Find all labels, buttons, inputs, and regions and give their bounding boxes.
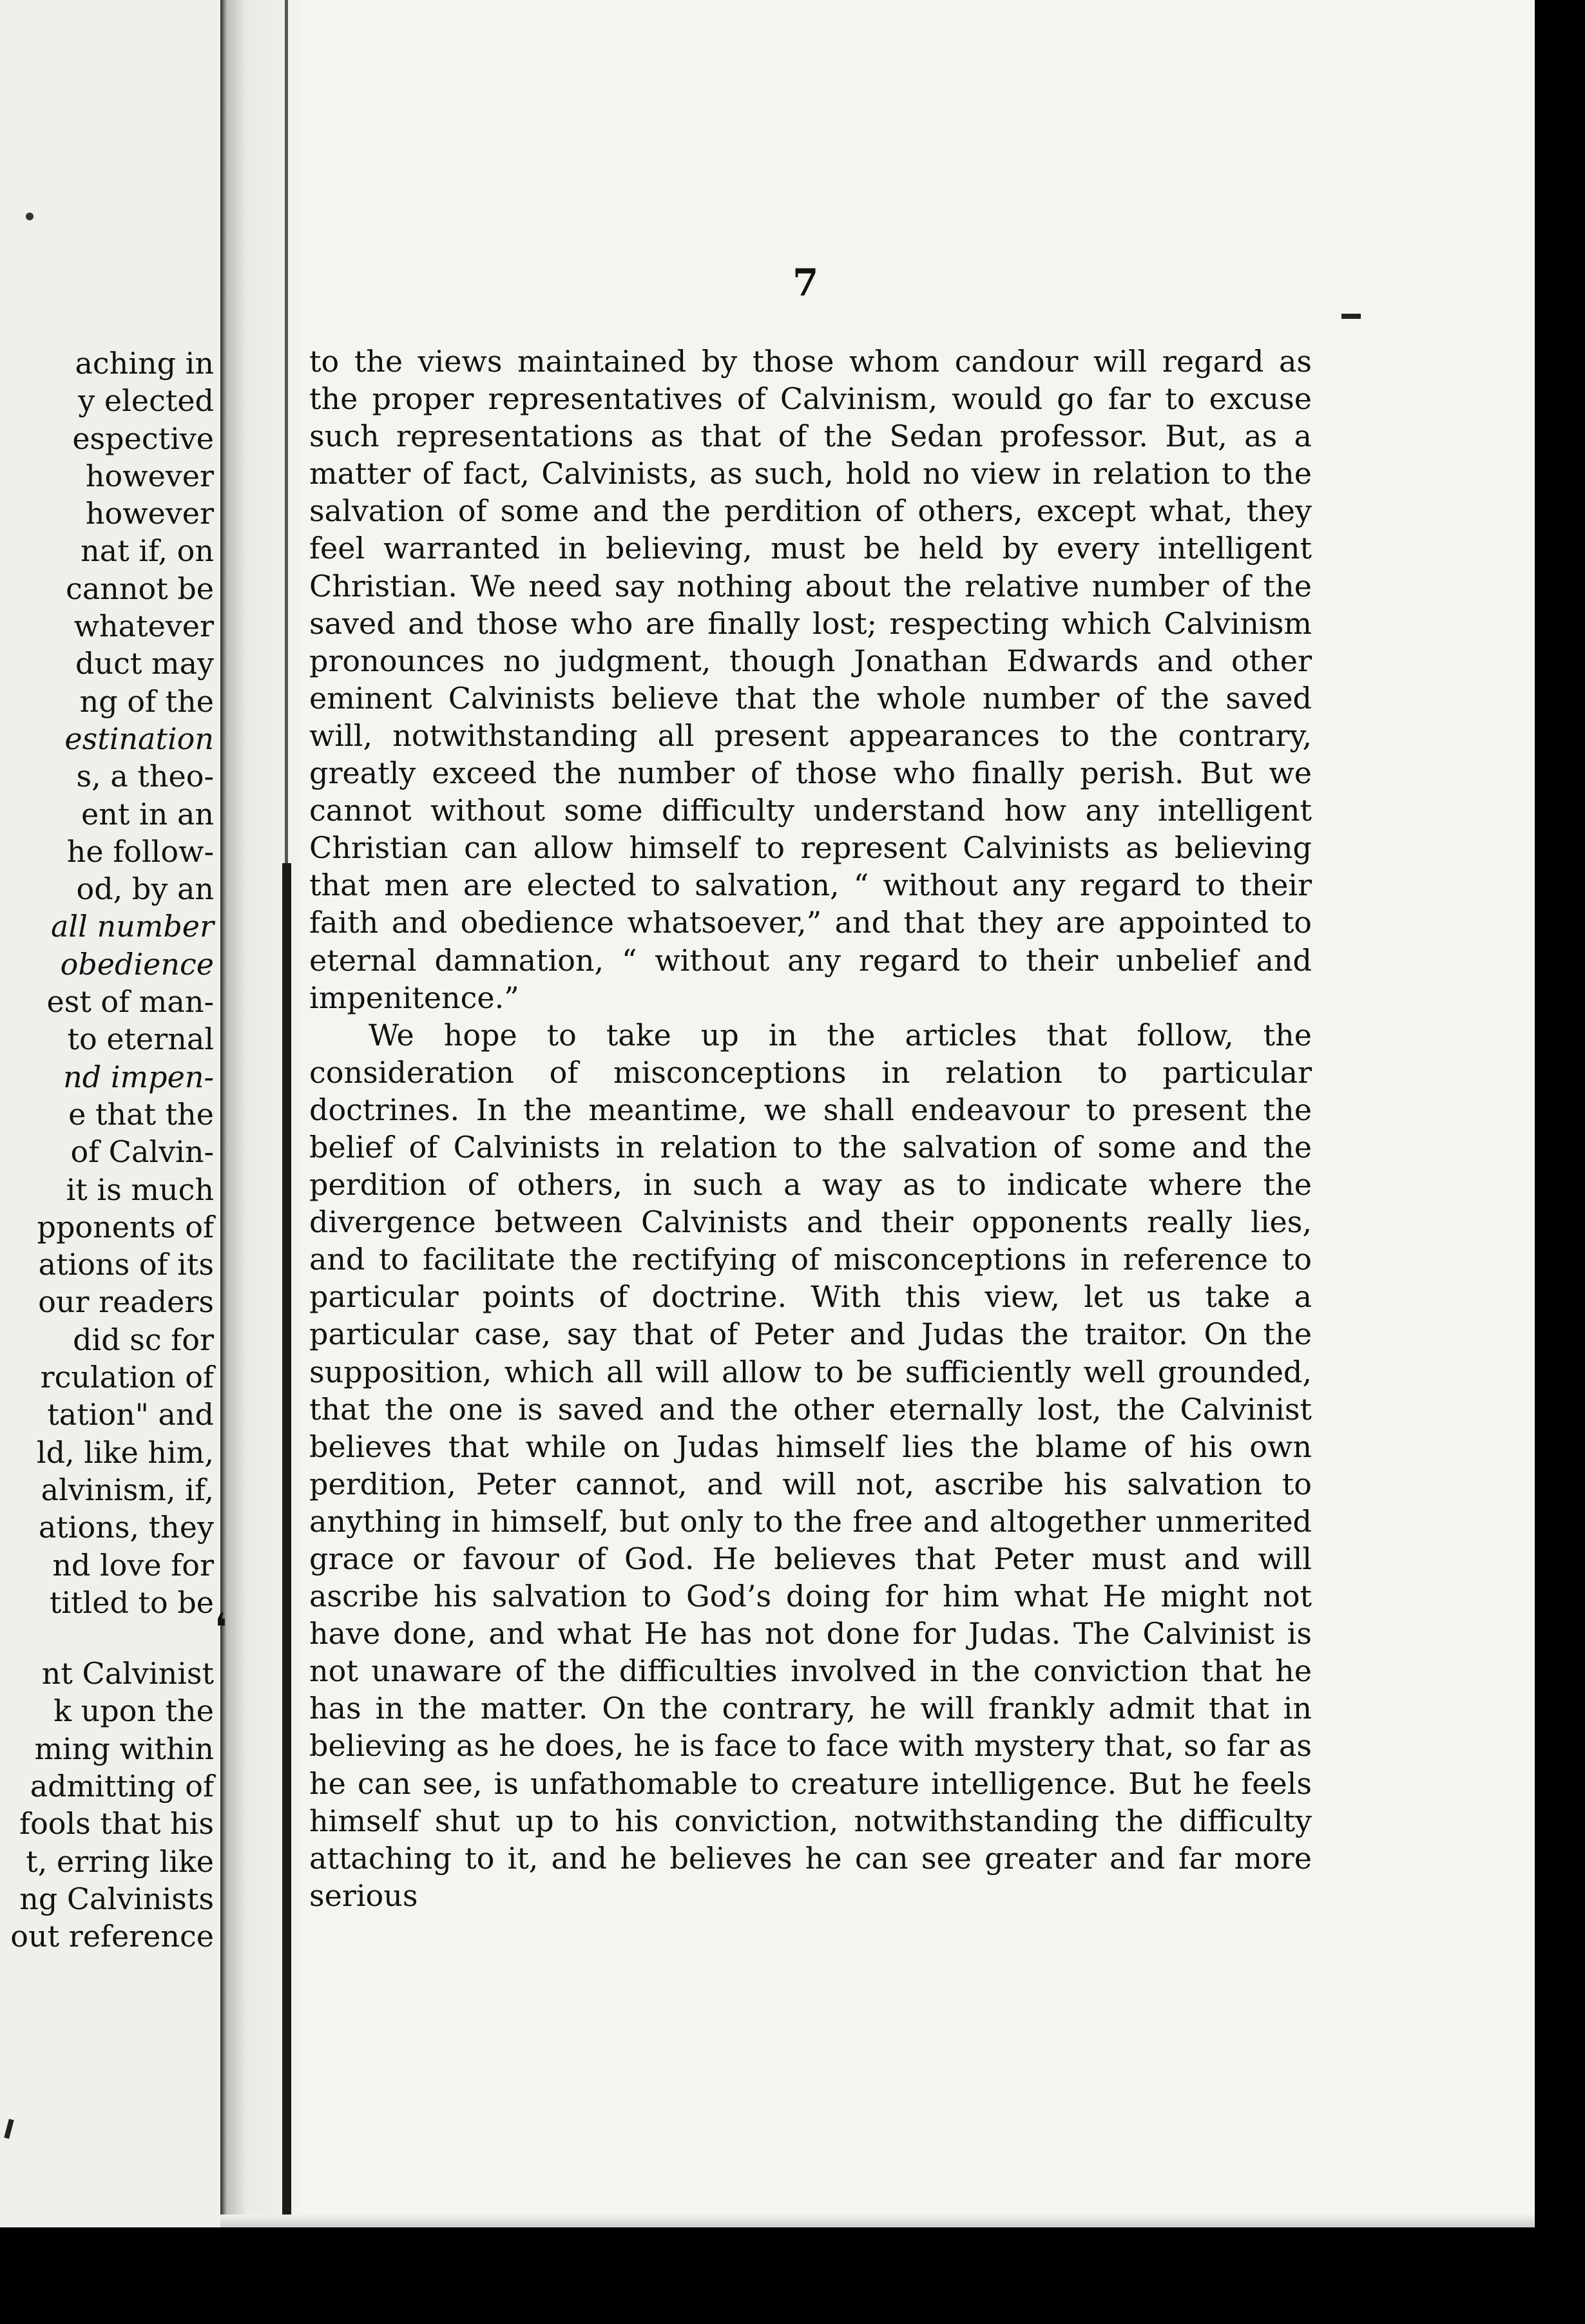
left-line: y elected: [78, 383, 214, 419]
left-line: out reference: [10, 1919, 214, 1954]
left-page-text: [0, 345, 214, 1955]
left-line: aching in: [75, 346, 214, 381]
left-line: ng Calvinists: [19, 1881, 214, 1916]
left-line: however: [85, 496, 214, 531]
left-line: of Calvin-: [70, 1134, 214, 1170]
left-line: rculation of: [40, 1360, 214, 1395]
paragraph: to the views maintained by those whom candour will regard as the proper representatives of Calvinism, would go far to excuse such representations as that of the Sedan professor. But, as a matter of fact, Calvinists, as such, hold no view in relation to the salvation of some and the perdition of others, except what, they feel warranted in believing, must be held by every intelligent Christian. We need say nothing about the relative number of the saved and those who are finally lost; respecting which Calvinism pronounces no judgment, though Jonathan Edwards and other eminent Calvinists believe that the whole number of the saved will, notwithstanding all present appearances to the contrary, greatly exceed the number of those who finally perish. But we cannot without some difficulty understand how any intelligent Christian can allow himself to represent Calvinists as believing that men are elected to salvation, “ without any regard to their faith and obedience whatsoever,” and that they are appointed to eternal damnation, “ without any regard to their unbelief and impenitence.”: [309, 344, 1312, 1015]
left-line: ming within: [34, 1731, 214, 1766]
left-line: alvinism, if,: [41, 1472, 214, 1507]
left-line: to eternal: [67, 1022, 214, 1057]
left-line: our readers: [38, 1284, 214, 1320]
left-line: espective: [72, 421, 214, 456]
left-line: duct may: [75, 646, 214, 681]
page-number: 7: [792, 261, 819, 305]
paragraph: We hope to take up in the articles that follow, the consideration of misconceptions in relation to particular doctrines. In the meantime, we shall endeavour to present the belief of Calvinists in relation to the salvation of some and the perdition of others, in such a way as to indicate where the divergence between Calvinists and their opponents really lies, and to facilitate the rectifying of misconceptions in reference to particular points of doctrine. With this view, let us take a particular case, say that of Peter and Judas the traitor. On the supposition, which all will allow to be sufficiently well grounded, that the one is saved and the other eternally lost, the Calvinist believes that while on Judas himself lies the blame of his own perdition, Peter cannot, and will not, ascribe his salvation to anything in himself, but only to the free and altogether unmerited grace or favour of God. He believes that Peter must and will ascribe his salvation to God’s doing for him what He might not have done, and what He has not done for Judas. The Calvinist is not unaware of the difficulties involved in the conviction that he has in the matter. On the contrary, he will frankly admit that in believing as he does, he is face to face with mystery that, so far as he can see, is unfathomable to creature intelligence. But he feels himself shut up to his conviction, notwithstanding the difficulty attaching to it, and he believes he can see greater and far more serious: [309, 1017, 1312, 1913]
left-line: cannot be: [66, 571, 214, 606]
left-line: k upon the: [53, 1693, 214, 1729]
left-line: tation" and: [47, 1397, 214, 1433]
left-line: whatever: [73, 609, 214, 644]
left-line: it is much: [66, 1172, 214, 1207]
left-line: titled to be: [49, 1585, 214, 1620]
left-line: all number: [51, 909, 214, 944]
left-line: ations of its: [38, 1247, 214, 1282]
ink-speck: [26, 213, 34, 220]
left-line: obedience: [60, 946, 214, 982]
left-line: ent in an: [81, 796, 214, 832]
scan-border-right: [1535, 0, 1585, 2324]
left-line: ng of the: [79, 683, 214, 719]
page-body-text: [309, 343, 1312, 1914]
left-line: however: [85, 458, 214, 493]
left-page-fragment: [0, 0, 220, 2324]
left-line: nat if, on: [81, 533, 214, 569]
ink-speck: [1341, 314, 1361, 319]
gutter-shadow-line: [282, 863, 291, 2324]
left-line: nd impen-: [63, 1059, 214, 1094]
scan-border-bottom: [0, 2227, 1585, 2324]
left-line: he follow-: [66, 833, 214, 869]
left-line: ld, like him,: [36, 1434, 214, 1470]
page-bottom-edge: [220, 2214, 1535, 2227]
left-line: est of man-: [46, 984, 214, 1020]
left-line: nt Calvinist: [41, 1656, 214, 1691]
left-line: pponents of: [37, 1209, 214, 1244]
ink-speck: ❛: [215, 1605, 227, 1650]
left-line: s, a theo-: [76, 759, 214, 794]
left-line: od, by an: [76, 872, 214, 907]
left-line: e that the: [68, 1096, 214, 1132]
left-line: t, erring like: [26, 1843, 214, 1879]
left-line: ations, they: [38, 1510, 214, 1545]
left-line: admitting of: [30, 1768, 214, 1804]
gutter-shadow-line: [285, 0, 288, 863]
left-line: estination: [64, 721, 214, 756]
left-line: fools that his: [19, 1806, 214, 1842]
left-line: did sc for: [73, 1322, 214, 1357]
left-line: nd love for: [52, 1547, 214, 1583]
